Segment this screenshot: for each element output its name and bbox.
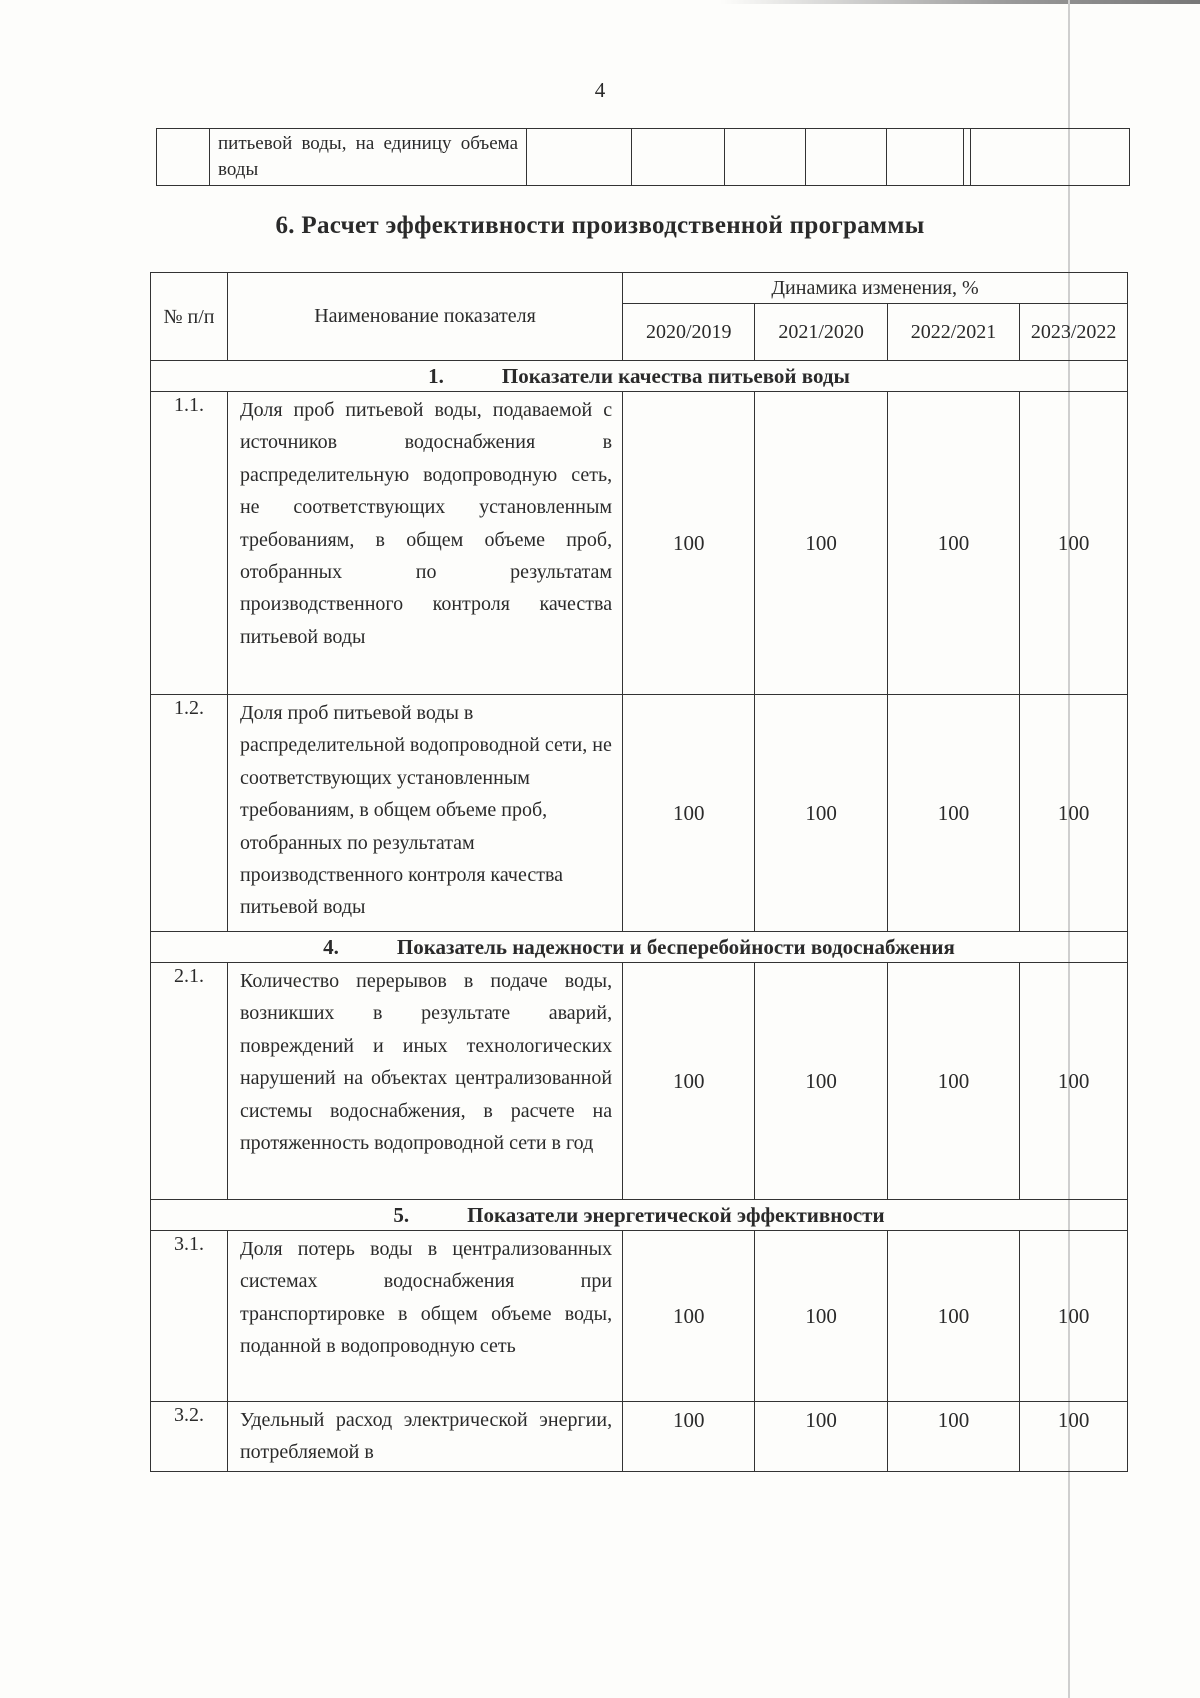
group-number: 1. xyxy=(428,363,444,388)
header-year: 2020/2019 xyxy=(623,304,755,361)
value-cell: 100 xyxy=(623,1402,755,1472)
value-cell: 100 xyxy=(887,963,1019,1200)
group-number: 4. xyxy=(323,934,339,959)
value-cell: 100 xyxy=(1020,963,1128,1200)
cell-empty xyxy=(527,129,632,186)
cell-empty xyxy=(887,129,964,186)
header-dynamics: Динамика изменения, % xyxy=(623,273,1128,304)
header-year: 2023/2022 xyxy=(1020,304,1128,361)
table-row xyxy=(157,129,1130,186)
table-row xyxy=(151,392,1128,695)
group-title: Показатель надежности и бесперебойности водоснабжения xyxy=(396,934,955,959)
value-cell: 100 xyxy=(887,695,1019,932)
continuation-table xyxy=(156,128,1130,186)
group-number: 5. xyxy=(393,1202,410,1227)
header-year: 2022/2021 xyxy=(887,304,1019,361)
row-number: 3.1. xyxy=(151,1231,228,1402)
value-cell: 100 xyxy=(1020,392,1128,695)
group-row xyxy=(151,932,1128,963)
value-cell: 100 xyxy=(755,1402,887,1472)
cell-empty xyxy=(632,129,725,186)
group-title: Показатели качества питьевой воды xyxy=(501,363,850,388)
row-description: Доля потерь воды в централизованных системах водоснабжения при транспортировке в общем объеме воды, поданной в водопроводную сеть xyxy=(227,1231,622,1402)
value-cell: 100 xyxy=(623,1231,755,1402)
cell-empty xyxy=(157,129,210,186)
cell-empty xyxy=(806,129,887,186)
table-row xyxy=(151,1402,1128,1472)
header-num: № п/п xyxy=(151,273,228,361)
row-number: 1.2. xyxy=(151,695,228,932)
value-cell: 100 xyxy=(1020,1402,1128,1472)
row-description: Доля проб питьевой воды в распределительной водопроводной сети, не соответствующих установленным требованиям, в общем объеме проб, отобранных по результатам производственного контроля качества питьевой воды xyxy=(227,695,622,932)
value-cell: 100 xyxy=(755,392,887,695)
page-number: 4 xyxy=(594,78,606,102)
value-cell: 100 xyxy=(887,1231,1019,1402)
cell-empty xyxy=(971,129,1130,186)
value-cell: 100 xyxy=(755,963,887,1200)
row-number: 2.1. xyxy=(151,963,228,1200)
efficiency-table xyxy=(150,272,1128,1472)
header-name: Наименование показателя xyxy=(227,273,622,361)
cell-empty xyxy=(725,129,806,186)
value-cell: 100 xyxy=(1020,1231,1128,1402)
section-title: 6. Расчет эффективности производственной программы xyxy=(275,212,925,239)
header-row xyxy=(151,273,1128,304)
table-row xyxy=(151,695,1128,932)
row-description: Удельный расход электрической энергии, потребляемой в xyxy=(227,1402,622,1472)
continuation-desc: питьевой воды, на единицу объема воды xyxy=(210,129,527,186)
scan-edge xyxy=(720,0,1200,4)
row-number: 3.2. xyxy=(151,1402,228,1472)
table-row xyxy=(151,1231,1128,1402)
value-cell: 100 xyxy=(755,695,887,932)
value-cell: 100 xyxy=(887,392,1019,695)
value-cell: 100 xyxy=(887,1402,1019,1472)
row-description: Количество перерывов в подаче воды, возникших в результате аварий, повреждений и иных технологических нарушений на объектах централизованной системы водоснабжения, в расчете на протяженность водопроводной сети в год xyxy=(227,963,622,1200)
table-row xyxy=(151,963,1128,1200)
group-heading xyxy=(151,361,1128,392)
row-number: 1.1. xyxy=(151,392,228,695)
value-cell: 100 xyxy=(623,392,755,695)
cell-empty xyxy=(964,129,971,186)
value-cell: 100 xyxy=(623,963,755,1200)
group-row xyxy=(151,361,1128,392)
group-row xyxy=(151,1200,1128,1231)
value-cell: 100 xyxy=(623,695,755,932)
group-title: Показатели энергетической эффективности xyxy=(467,1202,885,1227)
header-year: 2021/2020 xyxy=(755,304,887,361)
group-heading xyxy=(151,932,1128,963)
group-heading xyxy=(151,1200,1128,1231)
value-cell: 100 xyxy=(755,1231,887,1402)
row-description: Доля проб питьевой воды, подаваемой с источников водоснабжения в распределительную водопроводную сеть, не соответствующих установленным требованиям, в общем объеме проб, отобранных по результатам производственного контроля качества питьевой воды xyxy=(227,392,622,695)
value-cell: 100 xyxy=(1020,695,1128,932)
